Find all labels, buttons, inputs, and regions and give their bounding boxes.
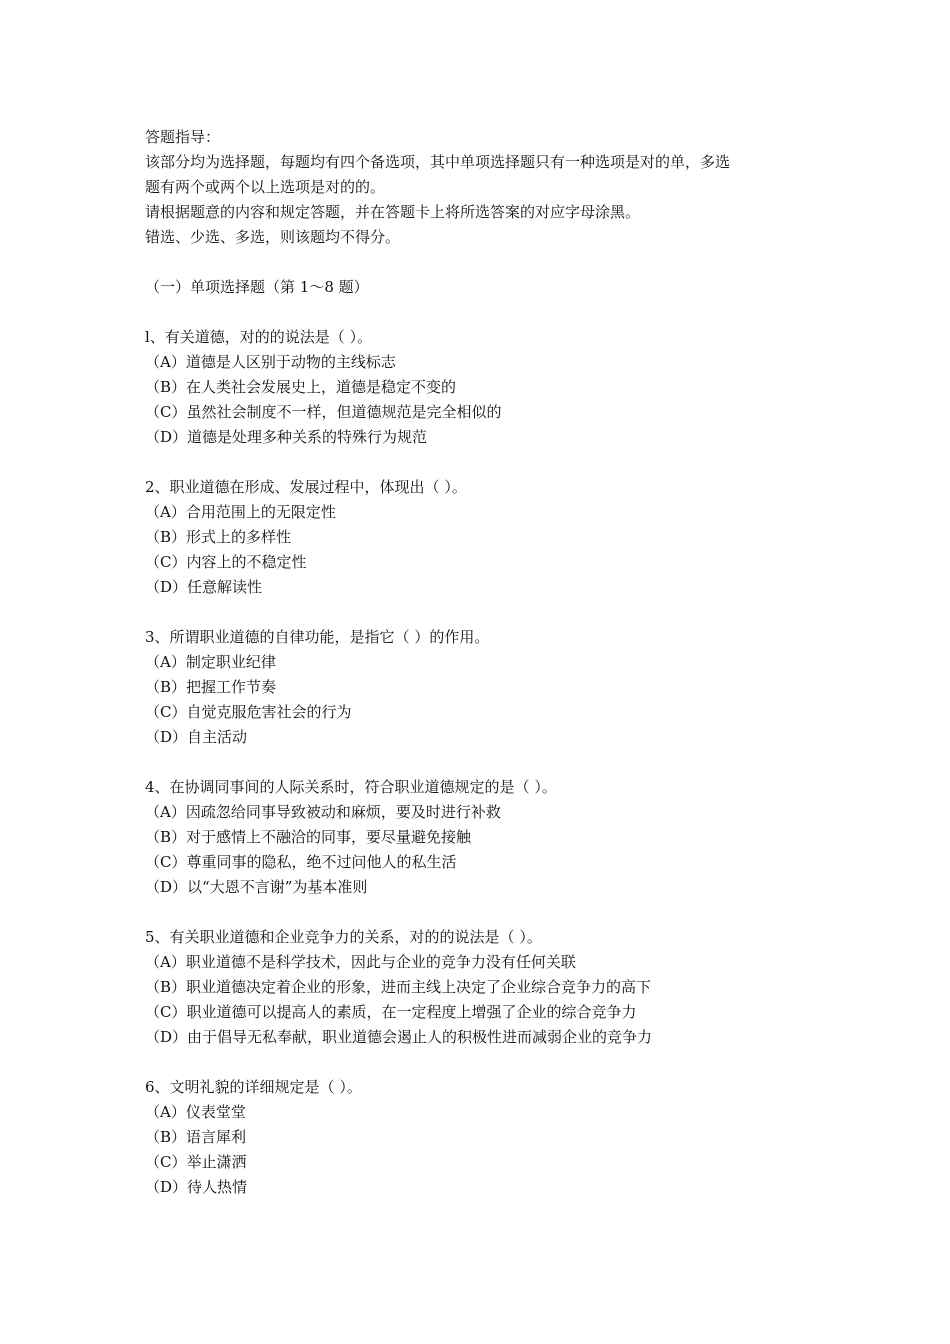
instructions-line-2: 请根据题意的内容和规定答题，并在答题卡上将所选答案的对应字母涂黑。 [145, 203, 641, 221]
question-option: （A）道德是人区别于动物的主线标志 [145, 353, 396, 371]
instructions-line-1b: 题有两个或两个以上选项是对的的。 [145, 178, 386, 196]
question-option: （B）把握工作节奏 [145, 678, 277, 696]
instructions-line-3: 错选、少选、多选，则该题均不得分。 [145, 228, 401, 246]
question-option: （A）制定职业纪律 [145, 653, 276, 671]
spacer [145, 250, 825, 275]
question-option: （D）道德是处理多种关系的特殊行为规范 [145, 428, 428, 446]
question-option: （B）在人类社会发展史上，道德是稳定不变的 [145, 378, 457, 396]
question-option: （D）由于倡导无私奉献，职业道德会遏止人的积极性进而减弱企业的竞争力 [145, 1028, 653, 1046]
question-option: （C）自觉克服危害社会的行为 [145, 703, 352, 721]
question-block [145, 325, 825, 450]
spacer [145, 300, 825, 325]
question-option: （D）任意解读性 [145, 578, 263, 596]
question-option: （A）职业道德不是科学技术，因此与企业的竞争力没有任何关联 [145, 953, 576, 971]
question-option: （D）自主活动 [145, 728, 248, 746]
question-stem: 6、文明礼貌的详细规定是（ ）。 [145, 1078, 362, 1096]
spacer [145, 750, 825, 775]
question-block [145, 925, 825, 1050]
question-option: （D）以“大恩不言谢”为基本准则 [145, 878, 368, 896]
question-block [145, 475, 825, 600]
question-option: （D）待人热情 [145, 1178, 248, 1196]
spacer [145, 900, 825, 925]
question-option: （C）内容上的不稳定性 [145, 553, 307, 571]
question-option: （C）虽然社会制度不一样，但道德规范是完全相似的 [145, 403, 502, 421]
section-title: （一）单项选择题（第 1～8 题） [145, 278, 369, 296]
question-option: （B）职业道德决定着企业的形象，进而主线上决定了企业综合竞争力的高下 [145, 978, 652, 996]
question-option: （C）尊重同事的隐私，绝不过问他人的私生活 [145, 853, 457, 871]
question-block [145, 775, 825, 900]
question-option: （A）仪表堂堂 [145, 1103, 246, 1121]
question-option: （B）形式上的多样性 [145, 528, 292, 546]
question-stem: 5、有关职业道德和企业竞争力的关系，对的的说法是（ ）。 [145, 928, 542, 946]
question-option: （A）合用范围上的无限定性 [145, 503, 336, 521]
question-option: （B）语言犀利 [145, 1128, 247, 1146]
spacer [145, 600, 825, 625]
instructions-title: 答题指导： [145, 128, 221, 146]
question-block [145, 1075, 825, 1200]
question-option: （B）对于感情上不融洽的同事，要尽量避免接触 [145, 828, 472, 846]
question-stem: 3、所谓职业道德的自律功能，是指它（ ）的作用。 [145, 628, 490, 646]
question-stem: 4、在协调同事间的人际关系时，符合职业道德规定的是（ ）。 [145, 778, 557, 796]
question-option: （A）因疏忽给同事导致被动和麻烦，要及时进行补救 [145, 803, 501, 821]
instructions-line-1: 该部分均为选择题，每题均有四个备选项，其中单项选择题只有一种选项是对的单，多选 [145, 153, 731, 171]
question-stem: 2、职业道德在形成、发展过程中，体现出（ ）。 [145, 478, 467, 496]
question-stem: l、有关道德，对的的说法是（ ）。 [145, 328, 373, 346]
spacer [145, 450, 825, 475]
document-page [145, 125, 825, 1200]
question-option: （C）举止潇洒 [145, 1153, 247, 1171]
question-option: （C）职业道德可以提高人的素质，在一定程度上增强了企业的综合竞争力 [145, 1003, 637, 1021]
spacer [145, 1050, 825, 1075]
question-block [145, 625, 825, 750]
